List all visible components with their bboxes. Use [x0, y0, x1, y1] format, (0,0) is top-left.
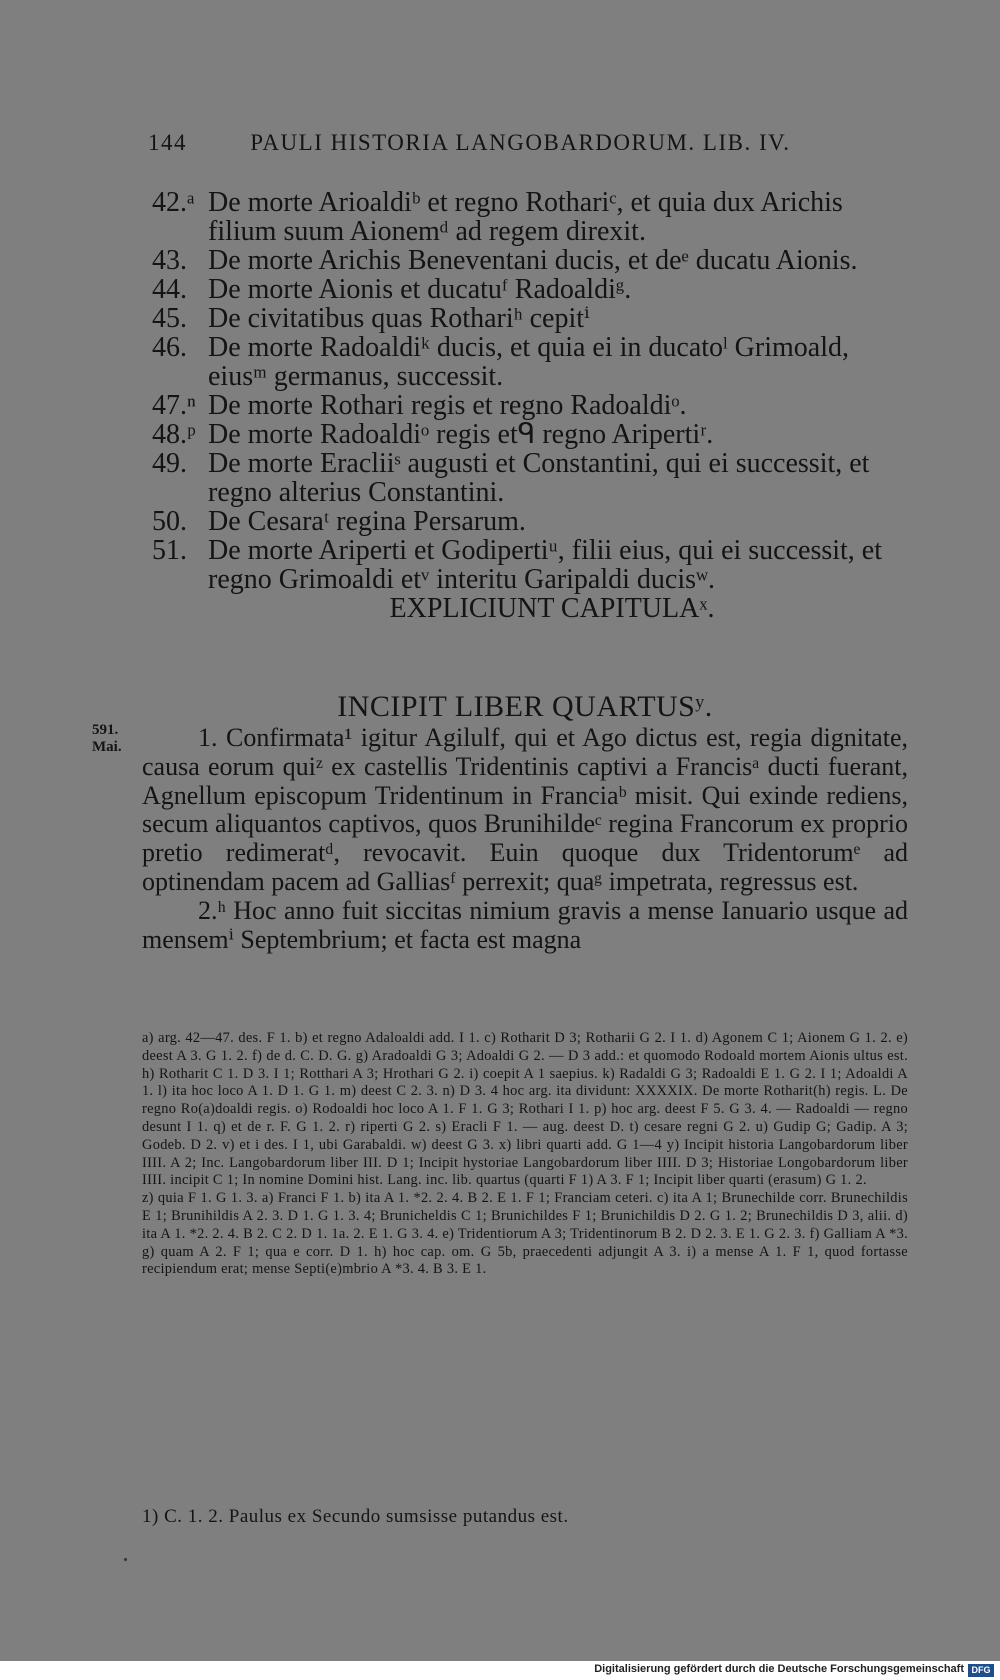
capitulum-number: 46. [152, 332, 187, 363]
capitulum-number: 42.ᵃ [152, 187, 195, 218]
apparatus-block: z) quia F 1. G 1. 3. a) Franci F 1. b) ita A 1. *2. 2. 4. B 2. E 1. F 1; Franciam ceteri. c) ita A 1; Brunechilde corr. Brunechildis E 1; Brunihildis A 2. 3. D 1. G 1. 3. 4; Brunicheldis C 1; Brunichildes F 1; Brunichildis D 2. G 1. 2; Brunechildis D 3, alii. d) ita A 1. *2. 2. 4. B 2. C 2. D 1. 1a. 2. E 1. G 3. 4. e) Tridentiorum A 3; Tridentinorum B 2. D 2. 3. E 1. G 2. 3. f) Galliam A *3. g) quam A 2. F 1; qua e corr. D 1. h) hoc cap. om. G 5b, praecedenti adjungit A 3. i) a mense A 1. F 1, quod fortasse recipiendum erat; mense Septi(e)mbrio A *3. 4. B 3. E 1. [142, 1190, 908, 1278]
capitulum-text: De Cesaraᵗ regina Persarum. [208, 506, 526, 537]
capitula-list [152, 188, 912, 623]
paragraph: 1. Confirmata¹ igitur Agilulf, qui et Ago dictus est, regia dignitate, causa eorum quiᶻ ex castellis Tridentinis captivi a Francisᵃ ducti fuerant, Agnellum episcopum Tridentinum in Franciaᵇ misit. Qui exinde rediens, secum aliquantos captivos, quos Brunihildeᶜ regina Francorum ex proprio pretio redimeratᵈ, revocavit. Euin quoque dux Tridentorumᵉ ad optinendam pacem ad Galliasᶠ perrexit; quaᵍ impetrata, regressus est. [142, 723, 908, 896]
book-heading: INCIPIT LIBER QUARTUSʸ. [337, 690, 713, 723]
capitulum-number: 44. [152, 274, 187, 305]
capitulum-number: 47.ⁿ [152, 390, 196, 421]
capitulum-text: De morte Arichis Beneventani ducis, et deᵉ ducatu Aionis. [208, 245, 858, 276]
capitulum-text: De morte Radoaldiᵒ regis etᑫ regno Aripertiʳ. [208, 419, 714, 450]
capitulum-number: 48.ᵖ [152, 419, 196, 450]
capitulum-number: 45. [152, 303, 187, 334]
capitulum-item [152, 449, 912, 507]
capitulum-item [152, 507, 912, 536]
running-title: PAULI HISTORIA LANGOBARDORUM. LIB. IV. [250, 130, 791, 155]
capitulum-item [152, 536, 912, 594]
capitulum-item [152, 420, 912, 449]
capitulum-number: 50. [152, 506, 187, 537]
apparatus-block: a) arg. 42—47. des. F 1. b) et regno Adaloaldi add. I 1. c) Rotharit D 3; Rotharii G 2. I 1. d) Agonem C 1; Aionem G 1. 2. e) deest A 3. G 1. 2. f) de d. C. D. G. g) Aradoaldi G 3; Adoaldi G 2. — D 3 add.: et quomodo Rodoald mortem Aionis ultus est. h) Rotharit C 1. D 3. I 1; Rotthari A 3; Hrothari G 2. i) coepit A 1 saepius. k) Radaldi G 3; Radoaldi E 1. G 2. I 1; Adoaldi A 1. l) ita hoc loco A 1. D 1. G 1. m) deest C 2. 3. n) D 3. 4 hoc arg. ita dividunt: XXXXIX. De morte Rotharit(h) regis. L. De regno Ro(a)doaldi regis. o) Rodoaldi hoc loco A 1. F 1. G 3; Rothari I 1. p) hoc arg. deest F 5. G 3. 4. — Radoaldi — regno desunt I 1. q) et de r. F. G 1. 2. r) riperti G 2. s) Eracli F 1. — aug. deest D. t) cesare regni G 2. u) Gudip G; Gadip. A 3; Godeb. D 2. v) et i des. I 1, ubi Garabaldi. w) deest G 3. x) libri quarti add. G 1—4 y) Incipit historia Langobardorum liber IIII. A 2; Inc. Langobardorum liber III. D 1; Incipit hystoriae Langobardorum liber IIII. D 3; Historiae Longobardorum liber IIII. incipit C 1; In nomine Domini hist. Lang. inc. lib. quartus (quarti F 1) A 3. F 1; Incipit liber quarti (erasum) G 1. 2. [142, 1030, 908, 1189]
dfg-logo: DFG [968, 1664, 994, 1677]
capitulum-text: De morte Aionis et ducatuᶠ Radoaldiᵍ. [208, 274, 632, 305]
capitulum-text: De morte Eracliiˢ augusti et Constantini, qui ei successit, et regno alterius Constantini. [208, 448, 870, 508]
source-footnote: 1) C. 1. 2. Paulus ex Secundo sumsisse putandus est. [142, 1506, 569, 1527]
capitulum-number: 51. [152, 535, 187, 566]
digitization-banner [0, 1661, 1000, 1680]
capitulum-text: De civitatibus quas Rothariʰ cepitⁱ [208, 303, 590, 334]
capitulum-text: De morte Rothari regis et regno Radoaldiᵒ. [208, 390, 687, 421]
capitulum-item [152, 391, 912, 420]
capitulum-item [152, 333, 912, 391]
capitulum-item [152, 188, 912, 246]
speck-mark [124, 1558, 127, 1561]
page-number: 144 [148, 130, 187, 155]
paragraph: 2.ʰ Hoc anno fuit siccitas nimium gravis a mense Ianuario usque ad mensemⁱ Septembrium; et facta est magna [142, 895, 908, 954]
banner-text: Digitalisierung gefördert durch die Deutsche Forschungsgemeinschaft [594, 1663, 964, 1675]
capitulum-text: De morte Arioaldiᵇ et regno Rothariᶜ, et quia dux Arichis filium suum Aionemᵈ ad regem direxit. [208, 187, 843, 247]
explicit-heading: EXPLICIUNT CAPITULAˣ. [389, 593, 715, 624]
running-header [148, 130, 848, 156]
main-text [142, 724, 908, 954]
capitulum-number: 43. [152, 245, 187, 276]
capitulum-item [152, 246, 912, 275]
capitulum-item [152, 275, 912, 304]
critical-apparatus [142, 1030, 908, 1279]
margin-date [92, 722, 122, 756]
margin-year: 591. [92, 722, 119, 738]
capitulum-text: De morte Radoaldiᵏ ducis, et quia ei in ducatoˡ Grimoald, eiusᵐ germanus, successit. [208, 332, 849, 392]
capitulum-text: De morte Ariperti et Godipertiᵘ, filii eius, qui ei successit, et regno Grimoaldi etᵛ interitu Garipaldi ducisʷ. [208, 535, 883, 595]
margin-month: Mai. [92, 739, 122, 755]
capitulum-item [152, 304, 912, 333]
capitulum-number: 49. [152, 448, 187, 479]
